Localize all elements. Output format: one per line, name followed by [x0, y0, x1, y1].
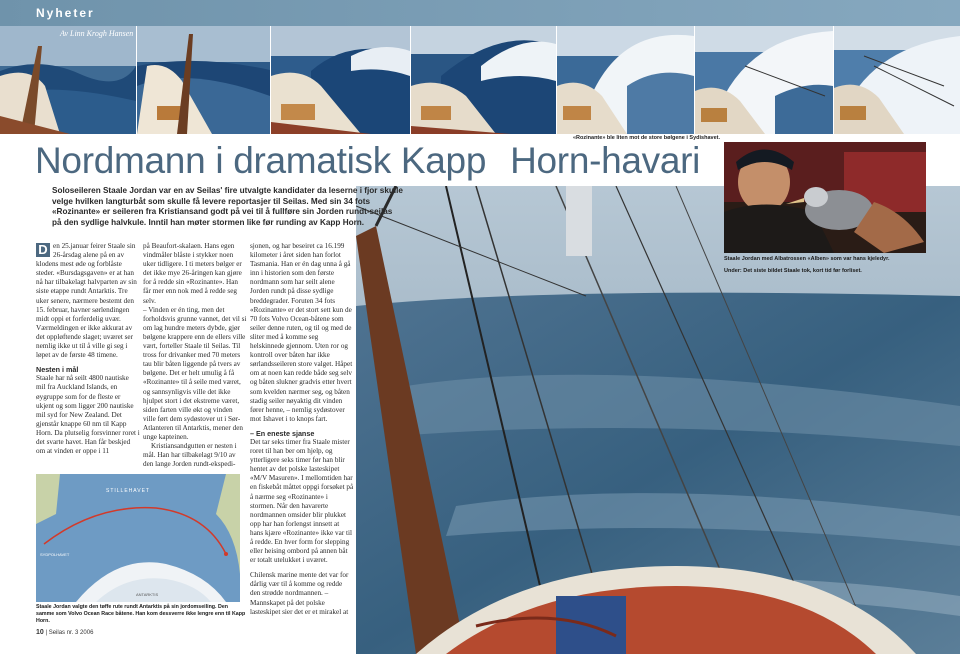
map-caption: Staale Jordan valgte den tøffe rute rundt Antarktis på sin jordomseiling. Den samme som Volvo Ocean Race båtene. Han kom dessverre ikke lengre enn til Kapp Horn. — [36, 604, 246, 624]
col1-subheading: Nesten i mål — [36, 365, 79, 375]
route-map — [36, 474, 240, 602]
magazine-issue: Seilas nr. 3 2006 — [48, 630, 94, 636]
photo-frame-3 — [271, 26, 410, 134]
col2-paragraph-3: Kristiansandgutten er nesten i mål. Han har tilbakelagt 9/10 av den lange Jorden rundt-ekspedi- — [143, 442, 237, 469]
section-label: Nyheter — [36, 6, 95, 20]
headline-right: Horn-havari — [510, 140, 701, 181]
headline-left: Nordmann i dramatisk Kapp — [35, 140, 487, 181]
col1-paragraph-1: en 25.januar feirer Staale sin 26-årsdag alene på en av klodens mest øde og forblåste steder. «Bursdagsgaven» er at han nå har tilbakelagt halvparten av sin siste etappe rundt Antarktis. Tre uker senere, nærmere bestemt den 15. februar, havner sørlendingen midt oppi et forferdelig uvær. Værmeldingen er ikke akkurat av det oppløftende slaget; uværet ser nemlig ikke ut til å ville gi seg i løpet av de første 48 timene. — [36, 242, 137, 360]
col3-paragraph-2: Det tar seks timer fra Staale mister roret til han ber om hjelp, og ytterligere seks timer før han blir hentet av det polske lasteskipet «M/V Masuren». I mellomtiden har en fiskebåt måttet oppgi forsøket på å nærme seg «Rozinante» i stormen. Når den havarerte nordmannen omsider blir plukket opp har han forlengst innsett at hans kjære «Rozinante» ikke var til å redde. En hver form for slepping eller heising ombord på annen båt er totalt utelukket i uværet. — [250, 437, 354, 565]
column-1 — [36, 242, 140, 456]
map-label-southern: SYDPOLHAVET — [40, 552, 70, 557]
photo-frame-2 — [137, 26, 270, 134]
portrait-caption-1: Staale Jordan med Albatrossen «Alben» som var hans kjeledyr. — [724, 256, 890, 262]
col1-paragraph-2: Staale har nå seilt 4800 nautiske mil fra Auckland Islands, en øygruppe som for de fleste er ukjent og som ligger 200 nautiske mil syd for New Zealand. Det gjenstår knappe 60 nm til Kapp Horn. Da plutselig forsvinner roret i det svarte havet. Han får beskjed om at vinden er oppe i 11 — [36, 374, 140, 456]
photo-frame-5 — [557, 26, 694, 134]
col2-paragraph-2: – Vinden er én ting, men det forholdsvis grunne vannet, det vil si om lag hundre meters dybde, gjør bølgene krappere enn de ellers ville vært, forteller Staale til Seilas. Til tross for drivanker med 70 meters tau blir båten liggende på tvers av bølgene. Det er helt umulig å få «Rozinante» til å seile med været, og sannsynligvis ville det ikke hjulpet stort i det ekstreme været, siden farten ville økt og vinden ville ført dem sydøstover ut i Sør-Atlanteren til Antarktis, mener den unge kapteinen. — [143, 305, 247, 441]
page-number: 10 — [36, 629, 44, 636]
column-2 — [143, 242, 247, 469]
top-color-bar — [0, 0, 960, 26]
page-folio: 10 | Seilas nr. 3 2006 — [36, 629, 94, 636]
column-3 — [250, 242, 354, 617]
lead-paragraph: Soloseileren Staale Jordan var en av Seilas' fire utvalgte kandidater da leserne i fjor skulle velge hvilken langturbåt som skulle få levere reportasjer til Seilas. Med sin 34 fots «Rozinante» er seileren fra Kristiansand godt på vei til å fullføre sin Jorden rundt-seilas på den sydlige halvkule. Inntil han møter stormen like før runding av Kapp Horn. — [52, 186, 403, 227]
col2-paragraph-1: på Beaufort-skalaen. Hans egen vindmåler blåste i stykker noen uker tidligere. I ti meters bølger er det ikke mye 26-åringen kan gjøre for å redde sin «Rozinante». Han får mer enn nok med å redde seg selv. — [143, 242, 242, 305]
col3-paragraph-1: sjonen, og har beseiret ca 16.199 kilometer i året siden han forlot Tasmania. Han er én dag unna å gå inn i historien som den første nordmann som har seilt alene Jorden rundt på disse sydlige breddegrader. Foruten 34 fots «Rozinante» er det stort sett kun de 70 fots Volvo Ocean-båtene som seiler denne ruten, og til og med de sliter med å komme seg helskinnede gjennom. Uten ror og kontroll over båten har ikke sørlandsseileren store valget. Håpet om at noen kan redde både seg selv og båten slukner gradvis etter hvert som kvelden nærmer seg, og båten stadig seiler nøyaktig dit vinden fører henne, – nemlig sydøstover mot Ishavet i to knops fart. — [250, 242, 353, 423]
photo-frame-1 — [0, 26, 136, 134]
col3-paragraph-3: Chilensk marine mente det var for dårlig vær til å komme og redde den strødde nordmannen. – Mannskapet på det polske lasteskipet sier det er et mirakel at — [250, 571, 349, 616]
photo-frame-6 — [695, 26, 833, 134]
byline: Av Linn Krogh Hansen — [60, 29, 134, 38]
photo-strip-caption: «Rozinante» ble liten mot de store bølgene i Sydishavet. — [572, 135, 720, 141]
headline — [35, 140, 700, 182]
col3-subheading: – En eneste sjanse — [250, 428, 315, 438]
map-label-pacific: STILLEHAVET — [106, 488, 150, 494]
portrait-caption-2: Under: Det siste bildet Staale tok, kort tid før forliset. — [724, 267, 862, 274]
dropcap: D — [36, 243, 50, 257]
map-label-antarctica: ANTARKTIS — [136, 592, 159, 597]
portrait-caption — [724, 256, 934, 275]
photo-frame-7 — [834, 26, 960, 134]
photo-frame-4 — [411, 26, 556, 134]
portrait-photo — [724, 142, 926, 253]
